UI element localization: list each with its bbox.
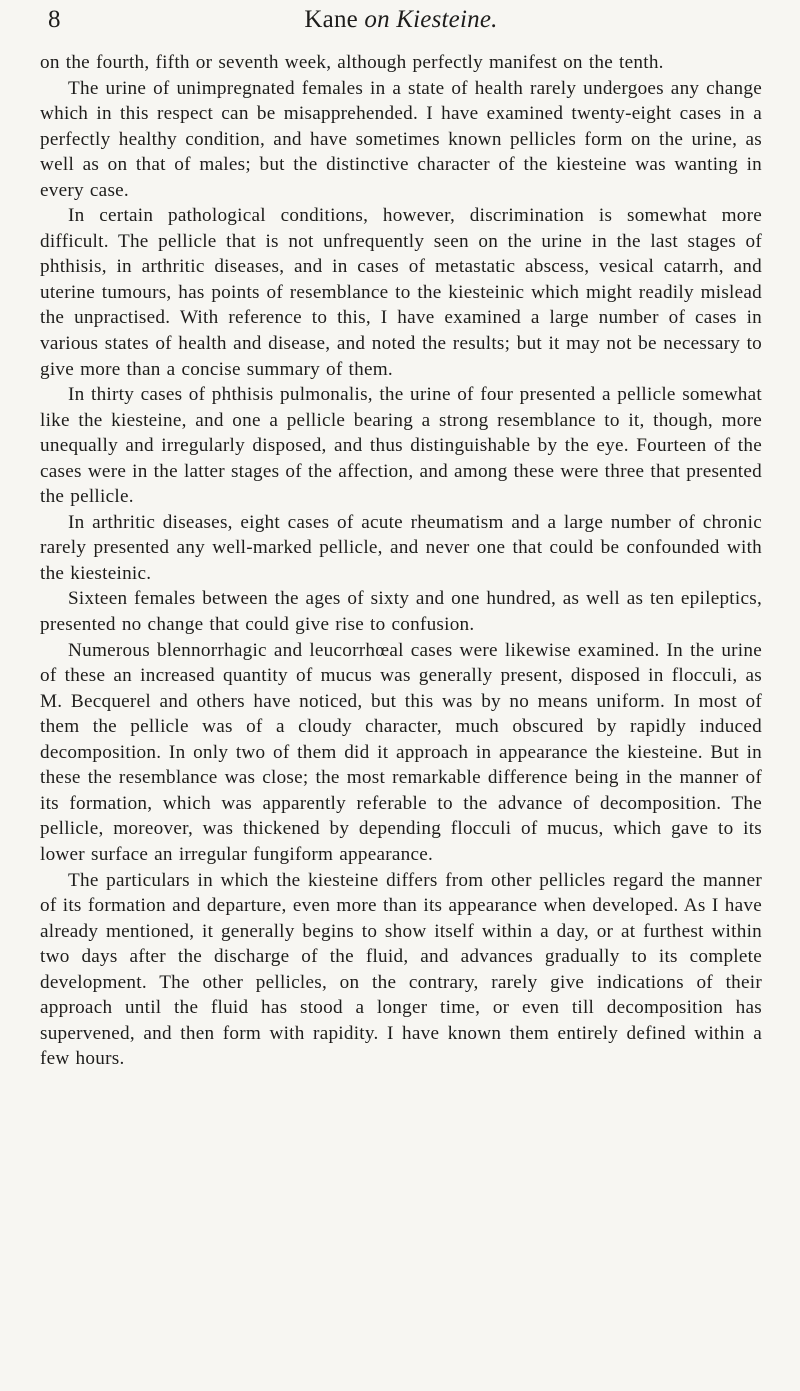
page-number: 8	[48, 6, 61, 33]
paragraph-pathological-conditions: In certain pathological conditions, however, discrimination is somewhat more difficult. The pellicle that is not unfrequently seen on the urine in the last stages of phthisis, in arthritic diseases, and in cases of metastatic abscess, vesical catarrh, and uterine tumours, has points of resemblance to the kiesteinic which might readily mislead the unpractised. With reference to this, I have examined a large number of cases in various states of health and disease, and noted the results; but it may not be necessary to give more than a concise summary of them.	[40, 205, 762, 380]
running-title	[40, 5, 762, 35]
paragraph-differences: The particulars in which the kiesteine differs from other pellicles regard the manner of its formation and departure, even more than its appearance when developed. As I have already mentioned, it generally begins to show itself within a day, or at furthest within two days after the discharge of the fluid, and advances gradually to its complete development. The other pellicles, on the contrary, rarely give indications of their approach until the fluid has stood a longer time, or even till decomposition has supervened, and then form with rapidity. I have known them entirely defined within a few hours.	[40, 869, 762, 1070]
paragraph-blennorrhagic: Numerous blennorrhagic and leucorrhœal cases were likewise examined. In the urine of these an increased quantity of mucus was generally present, disposed in flocculi, as M. Becquerel and others have noticed, but this was by no means uniform. In most of them the pellicle was of a cloudy character, much obscured by rapidly induced decomposition. In only two of them did it approach in appearance the kiesteine. But in these the resemblance was close; the most remarkable difference being in the manner of its formation, which was apparently referable to the advance of decomposition. The pellicle, moreover, was thickened by depending flocculi of mucus, which gave to its lower surface an irregular fungiform appearance.	[40, 639, 762, 865]
running-title-author: Kane	[304, 6, 358, 33]
paragraph-continued: on the fourth, fifth or seventh week, although perfectly manifest on the tenth.	[40, 52, 664, 73]
paragraph-arthritic: In arthritic diseases, eight cases of acute rheumatism and a large number of chronic rarely presented any well-marked pellicle, and never one that could be confounded with the kiesteinic.	[40, 511, 762, 584]
running-head	[40, 0, 762, 50]
running-title-subject: Kiesteine.	[396, 6, 498, 33]
paragraph-unimpregnated-females: The urine of unimpregnated females in a state of health rarely undergoes any change which in this respect can be misapprehended. I have examined twenty-eight cases in a perfectly healthy condition, and have sometimes known pellicles form on the urine, as well as on that of males; but the distinctive character of the kiesteine was wanting in every case.	[40, 77, 762, 201]
paragraph-elderly-females: Sixteen females between the ages of sixty and one hundred, as well as ten epileptics, presented no change that could give rise to confusion.	[40, 588, 762, 636]
paragraph-phthisis: In thirty cases of phthisis pulmonalis, the urine of four presented a pellicle somewhat like the kiesteine, and one a pellicle bearing a strong resemblance to it, though, more unequally and irregularly disposed, and thus distinguishable by the eye. Fourteen of the cases were in the latter stages of the affection, and among these were three that presented the pellicle.	[40, 384, 762, 508]
running-title-on: on	[364, 6, 390, 33]
body-text	[40, 50, 762, 1072]
